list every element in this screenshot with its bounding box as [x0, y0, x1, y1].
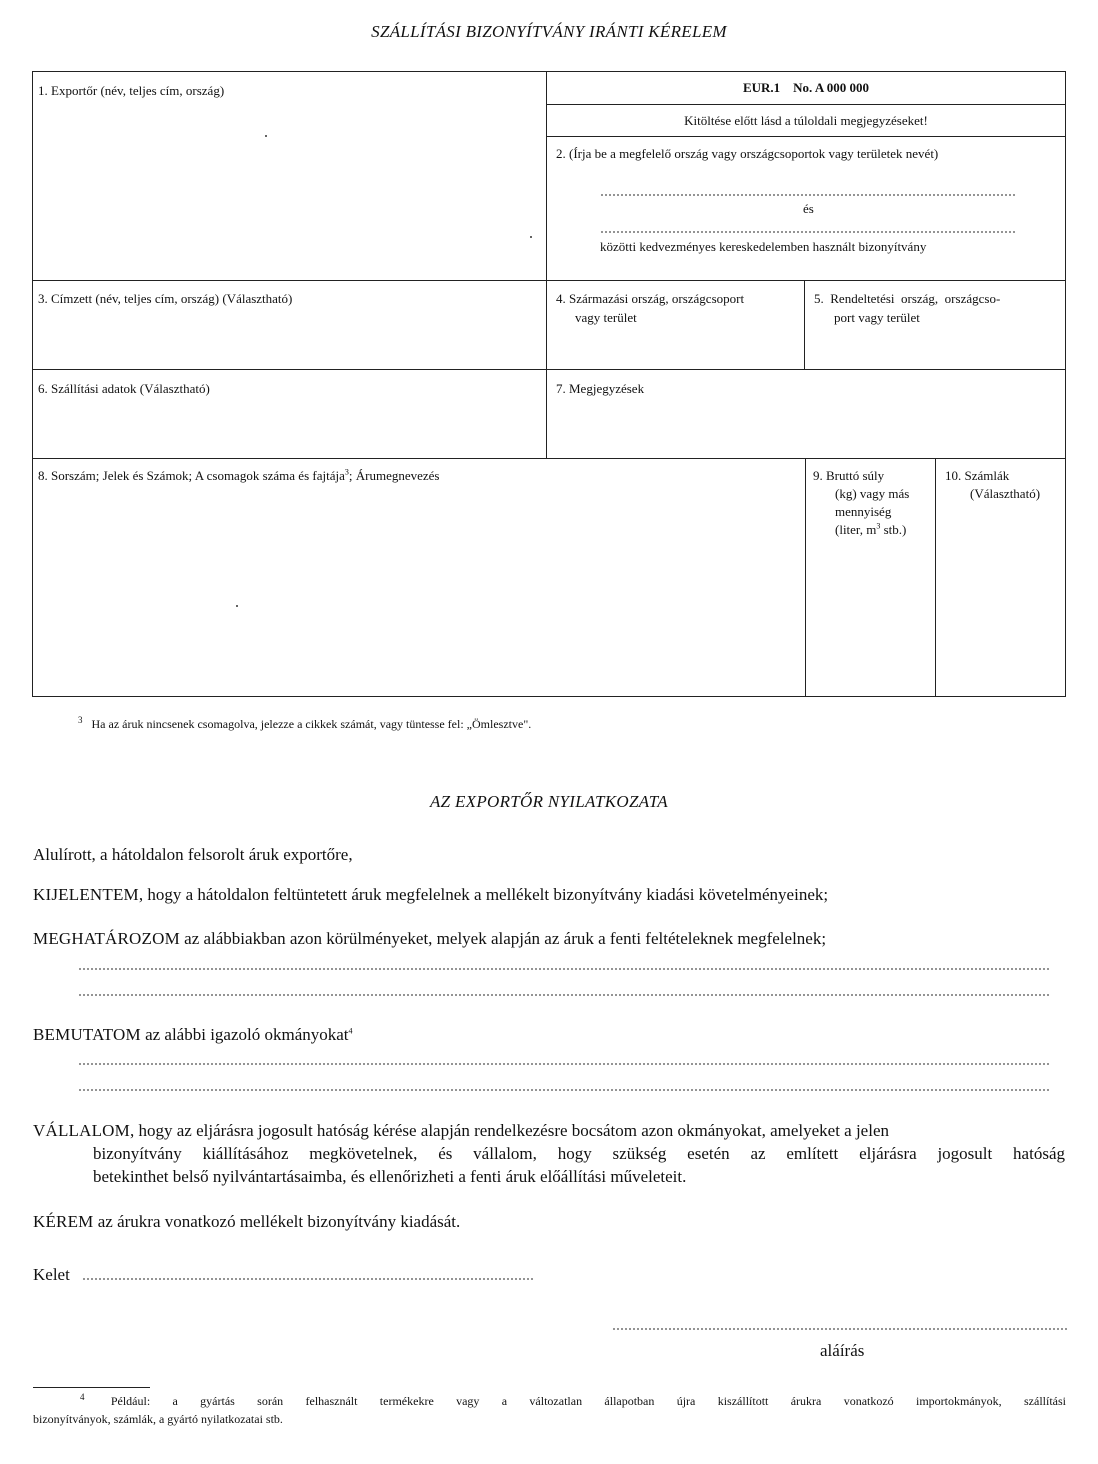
submit-documents-statement: BEMUTATOM az alábbi igazoló okmányokat$^4$ — [33, 1025, 353, 1044]
invoices-field[interactable] — [937, 510, 1064, 695]
date-place-label: Kelet — [33, 1265, 70, 1284]
instruction-divider — [546, 136, 1066, 137]
declare-statement: KIJELENTEM, hogy a hátoldalon feltüntetett áruk megfelelnek a mellékelt bizonyítvány kiadási követelményeinek; — [33, 885, 829, 904]
countries-field-label: 2. (Írja be a megfelelő ország vagy országcsoportok vagy területek nevét) — [556, 146, 939, 161]
footnote-4-line-1: $^4$ Például: a gyártás során felhasznált termékekre vagy a változatlan állapotban újra kiszállított árukra vonatkozó importokmányok, szállítási — [80, 1392, 1067, 1408]
remarks-label: 7. Megjegyzések — [556, 381, 645, 396]
and-conjunction: és — [803, 201, 814, 216]
eur-header-divider — [546, 104, 1066, 105]
footnote-4-mark: 4 — [80, 1392, 85, 1402]
undertake-statement-line-3: betekinthet belső nyilvántartásaimba, és ellenőrizheti a fenti áruk előállítási műveleteit. — [93, 1167, 687, 1186]
footnote-ref-4: 4 — [348, 1026, 353, 1036]
gross-weight-field[interactable] — [807, 545, 933, 695]
instruction-note: Kitöltése előtt lásd a túloldali megjegyzéseket! — [684, 113, 928, 128]
destination-country-label-cont: port vagy terület — [834, 310, 920, 325]
eur-certificate-number: EUR.1 No. A 000 000 — [742, 80, 870, 95]
circumstances-line-1[interactable] — [78, 968, 1050, 970]
gross-weight-label-l1: 9. Bruttó súly — [813, 468, 885, 483]
transport-details-label: 6. Szállítási adatok (Választható) — [38, 381, 210, 396]
supporting-documents-line-2[interactable] — [78, 1089, 1050, 1091]
transport-details-field[interactable] — [34, 400, 544, 456]
column-divider — [935, 458, 936, 697]
destination-country-label: 5. Rendeltetési ország, országcso- — [814, 291, 1001, 306]
undertake-statement-line-1: VÁLLALOM, hogy az eljárásra jogosult hatóság kérése alapján rendelkezésre bocsátom azon okmányokat, amelyeket a jelen — [33, 1121, 889, 1140]
declaration-heading: AZ EXPORTŐR NYILATKOZATA — [430, 792, 668, 811]
invoices-label-l1: 10. Számlák — [945, 468, 1010, 483]
origin-country-field[interactable] — [548, 330, 802, 367]
goods-description-field[interactable] — [34, 490, 803, 695]
row-divider — [32, 458, 1066, 459]
column-divider — [546, 71, 547, 458]
declaration-intro: Alulírott, a hátoldalon felsorolt áruk exportőre, — [33, 845, 353, 864]
consignee-field-label: 3. Címzett (név, teljes cím, ország) (Választható) — [38, 291, 293, 306]
country-a-dotted-line[interactable] — [600, 194, 1015, 196]
form-title: SZÁLLÍTÁSI BIZONYÍTVÁNY IRÁNTI KÉRELEM — [371, 22, 727, 41]
remarks-field[interactable] — [548, 400, 1064, 456]
row-divider — [32, 369, 1066, 370]
invoices-label-l2: (Választható) — [970, 486, 1041, 501]
specify-statement: MEGHATÁROZOM az alábbiakban azon körülményeket, melyek alapján az áruk a fenti feltételeknek megfelelnek; — [33, 929, 827, 948]
signature-field[interactable] — [612, 1328, 1068, 1330]
goods-description-label: 8. Sorszám; Jelek és Számok; A csomagok száma és fajtája$^3$; Árumegnevezés — [38, 467, 440, 483]
consignee-field[interactable] — [34, 310, 544, 367]
country-b-dotted-line[interactable] — [600, 231, 1015, 233]
date-place-field[interactable] — [82, 1278, 534, 1280]
supporting-documents-line-1[interactable] — [78, 1063, 1050, 1065]
request-statement: KÉREM az árukra vonatkozó mellékelt bizonyítvány kiadását. — [33, 1212, 461, 1231]
gross-weight-label-l3: mennyiség — [835, 504, 892, 519]
gross-weight-label-l4: (liter, $m^3$ stb.) — [835, 521, 907, 537]
footnote-3-text: Ha az áruk nincsenek csomagolva, jelezze a cikkek számát, vagy tüntesse fel: „Ömlesztve". — [91, 717, 532, 731]
footnote-3 — [78, 716, 531, 733]
undertake-statement-line-2: bizonyítvány kiállításához megkövetelnek, és vállalom, hogy szükség esetén az említett eljárásra jogosult hatóság — [93, 1144, 1065, 1163]
footnote-separator — [33, 1387, 150, 1388]
origin-country-label-cont: vagy terület — [575, 310, 637, 325]
footnote-4-line-2: bizonyítványok, számlák, a gyártó nyilatkozatai stb. — [33, 1412, 283, 1426]
footnote-3-mark: 3 — [78, 715, 83, 725]
destination-country-field[interactable] — [806, 330, 1064, 367]
footnote-ref-3: 3 — [344, 467, 349, 477]
preferential-trade-caption: közötti kedvezményes kereskedelemben használt bizonyítvány — [600, 239, 927, 254]
signature-label: aláírás — [820, 1341, 865, 1360]
exporter-field[interactable] — [34, 102, 544, 278]
column-divider — [805, 458, 806, 697]
origin-country-label: 4. Származási ország, országcsoport — [556, 291, 745, 306]
gross-weight-label-l2: (kg) vagy más — [835, 486, 910, 501]
column-divider — [804, 280, 805, 369]
exporter-field-label: 1. Exportőr (név, teljes cím, ország) — [38, 83, 225, 98]
row-divider — [32, 280, 1066, 281]
circumstances-line-2[interactable] — [78, 994, 1050, 996]
